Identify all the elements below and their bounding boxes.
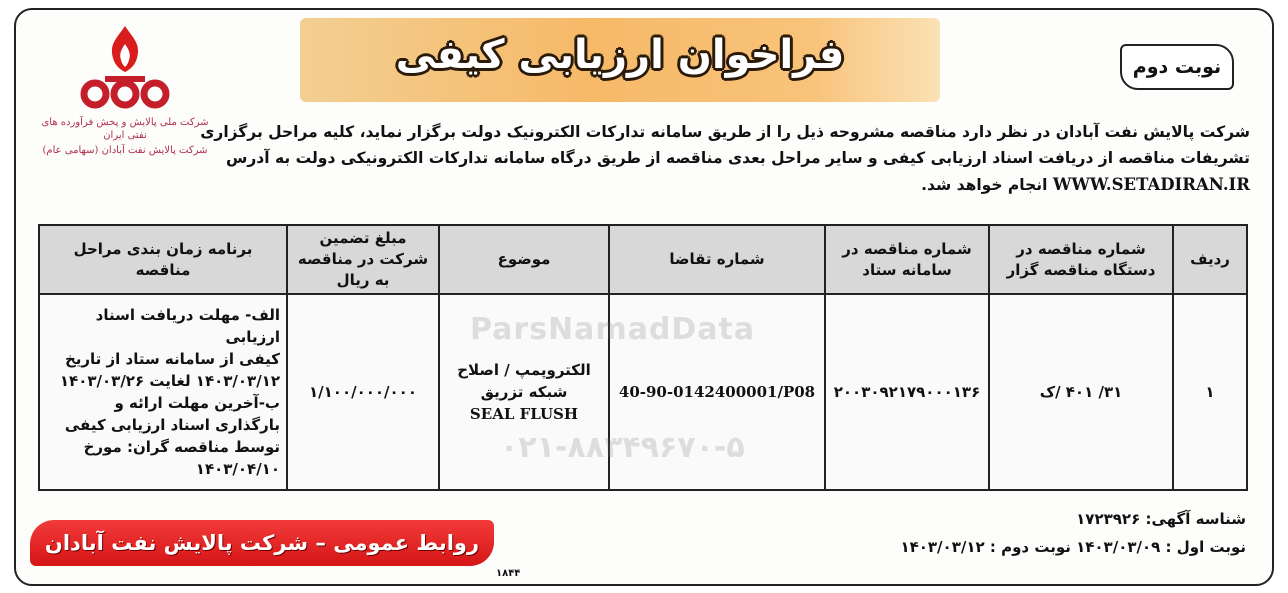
subject-line-2: شبکه تزریق xyxy=(480,383,568,401)
cell-subject xyxy=(439,294,609,490)
setad-website-link[interactable]: WWW.SETADIRAN.IR xyxy=(1052,175,1250,194)
subject-line-3: SEAL FLUSH xyxy=(469,405,579,423)
publication-dates: نوبت اول : ۱۴۰۳/۰۳/۰۹ نوبت دوم : ۱۴۰۳/۰۳/۱۲ xyxy=(900,538,1246,556)
ad-identifier: شناسه آگهی: ۱۷۲۳۹۲۶ xyxy=(1076,510,1246,528)
schedule-line: ب-آخرین مهلت ارائه و xyxy=(114,394,280,412)
schedule-line: ۱۴۰۳/۰۴/۱۰ xyxy=(195,460,280,478)
intro-line-1: شرکت پالایش نفت آبادان در نظر دارد مناقصه مشروحه ذیل را از طریق سامانه تدارکات الکترونیک دولت برگزار نماید، کلیه مراحل برگزاری xyxy=(200,123,1250,141)
schedule-line: ۱۴۰۳/۰۳/۱۲ لغایت ۱۴۰۳/۰۳/۲۶ xyxy=(59,372,280,390)
header-guarantee: مبلغ تضمین شرکت در مناقصه به ریال xyxy=(287,225,439,294)
schedule-line: توسط مناقصه گران: مورخ xyxy=(83,438,280,456)
cell-request-number: 40-90-0142400001/P08 xyxy=(609,294,825,490)
table-header-row xyxy=(39,225,1247,294)
tender-table xyxy=(38,224,1248,491)
table-row xyxy=(39,294,1247,490)
cell-schedule xyxy=(39,294,287,490)
schedule-line: الف- مهلت دریافت اسناد ارزیابی xyxy=(95,306,280,346)
page-title: فراخوان ارزیابی کیفی xyxy=(395,32,845,78)
logo-caption-1: شرکت ملی پالایش و پخش فرآورده های نفتی ایران xyxy=(41,117,209,141)
flame-logo-icon xyxy=(75,22,175,114)
header-subject: موضوع xyxy=(439,225,609,294)
public-relations-bar: روابط عمومی – شرکت پالایش نفت آبادان xyxy=(30,520,494,566)
cell-row-number: ۱ xyxy=(1173,294,1247,490)
watermark-phone: ۰۲۱-۸۸۳۴۹۶۷۰-۵ xyxy=(500,430,745,465)
cell-setad-number: ۲۰۰۳۰۹۲۱۷۹۰۰۰۱۳۶ xyxy=(825,294,989,490)
company-logo xyxy=(40,22,210,172)
schedule-line: بارگذاری اسناد ارزیابی کیفی xyxy=(64,416,280,434)
header-org-number: شماره مناقصه در دستگاه مناقصه گزار xyxy=(989,225,1173,294)
print-code: ۱۸۴۴ xyxy=(496,568,521,579)
header-request-number: شماره تقاضا xyxy=(609,225,825,294)
cell-guarantee: ۱/۱۰۰/۰۰۰/۰۰۰ xyxy=(287,294,439,490)
round-badge: نوبت دوم xyxy=(1120,44,1234,90)
watermark-brand: ParsNamadData xyxy=(470,312,756,347)
subject-line-1: الکتروپمپ / اصلاح xyxy=(457,361,591,379)
intro-line-3-text: انجام خواهد شد. xyxy=(921,176,1048,194)
cell-org-number: ۳۱/ ۴۰۱ /ک xyxy=(989,294,1173,490)
intro-line-3 xyxy=(230,172,1250,198)
schedule-line: کیفی از سامانه ستاد از تاریخ xyxy=(64,350,280,368)
header-setad-number: شماره مناقصه در سامانه ستاد xyxy=(825,225,989,294)
title-band xyxy=(300,18,940,102)
logo-caption-2: شرکت پالایش نفت آبادان (سهامی عام) xyxy=(42,145,208,156)
intro-line-2: تشریفات مناقصه از دریافت اسناد ارزیابی کیفی و سایر مراحل بعدی مناقصه از طریق درگاه سامانه تدارکات الکترونیکی دولت به آدرس xyxy=(225,149,1250,167)
header-row-number: ردیف xyxy=(1173,225,1247,294)
header-schedule: برنامه زمان بندی مراحل مناقصه xyxy=(39,225,287,294)
